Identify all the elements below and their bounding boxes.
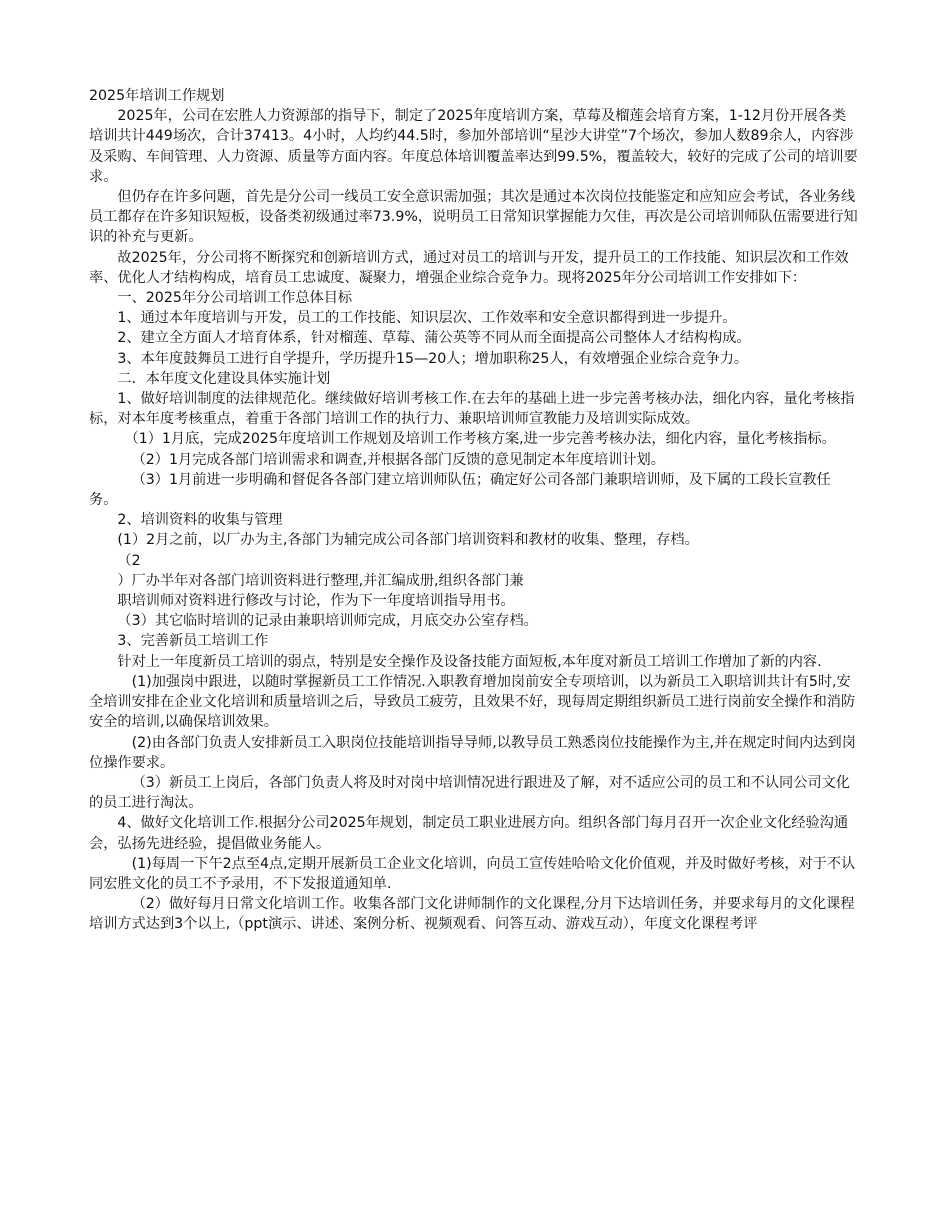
plan-item: 2、培训资料的收集与管理 — [117, 512, 283, 529]
plan-subitem: （3）1月前进一步明确和督促各各部门建立培训师队伍；确定好公司各部门兼职培训师，及下属的工段长宣教任务。 — [89, 471, 831, 509]
plan-subitem-fragment: （2 — [117, 552, 141, 569]
paragraph-plan-intro: 故2025年，分公司将不断探究和创新培训方式，通过对员工的培训与开发，提升员工的工作技能、知识层次和工作效率、优化人才结构构成，培育员工忠诚度、凝聚力，增强企业综合竞争力。现将2025年分公司培训工作安排如下： — [89, 249, 849, 286]
plan-subitem: (1)加强岗中跟进，以随时掌握新员工工作情况.入职教育增加岗前安全专项培训，以为新员工入职培训共计有5时,安全培训安排在企业文化培训和质量培训之后，导致员工疲劳，且效果不好，现每周定期组织新员工进行岗前安全操作和消防安全的培训,以确保培训效果。 — [89, 673, 856, 731]
section-heading-plan: 二．本年度文化建设具体实施计划 — [117, 370, 331, 387]
plan-subitem: (1)每周一下午2点至4点,定期开展新员工企业文化培训，向员工宣传娃哈哈文化价值观，并及时做好考核，对于不认同宏胜文化的员工不予录用，不下发报道通知单. — [89, 855, 856, 892]
section-heading-goals: 一、2025年分公司培训工作总体目标 — [117, 290, 353, 307]
paragraph-problems: 但仍存在许多问题，首先是分公司一线员工安全意识需加强；其次是通过本次岗位技能鉴定和应知应会考试，各业务线员工都存在许多知识短板，设备类初级通过率73.9%，说明员工日常知识掌握能力欠佳，再次是公司培训师队伍需要进行知识的补充与更新。 — [89, 189, 858, 246]
plan-subitem: （3）新员工上岗后，各部门负责人将及时对岗中培训情况进行跟进及了解，对不适应公司的员工和不认同公司文化的员工进行淘汰。 — [89, 774, 850, 812]
plan-subitem-fragment: 职培训师对资料进行修改与讨论，作为下一年度培训指导用书。 — [117, 593, 515, 610]
plan-subitem: (1）2月之前，以厂办为主,各部门为辅完成公司各部门培训资料和教材的收集、整理，存档。 — [117, 532, 699, 549]
plan-subitem: (2)由各部门负责人安排新员工入职岗位技能培训指导导师,以教导员工熟悉岗位技能操作为主,并在规定时间内达到岗位操作要求。 — [89, 734, 856, 771]
goal-item: 1、通过本年度培训与开发，员工的工作技能、知识层次、工作效率和安全意识都得到进一步提升。 — [117, 310, 737, 327]
plan-subitem-fragment: ）厂办半年对各部门培训资料进行整理,并汇编成册,组织各部门兼 — [117, 572, 524, 589]
goal-item: 3、本年度鼓舞员工进行自学提升，学历提升15—20人；增加职称25人，有效增强企业综合竞争力。 — [117, 350, 749, 367]
plan-subitem: （2）做好每月日常文化培训工作。收集各部门文化讲师制作的文化课程,分月下达培训任务，并要求每月的文化课程培训方式达到3个以上,（ppt演示、讲述、案例分析、视频观看、问答互动、游戏互动），年度文化课程考评 — [89, 896, 855, 933]
plan-subitem: （3）其它临时培训的记录由兼职培训师完成，月底交办公室存档。 — [117, 613, 538, 630]
plan-subitem: （1）1月底，完成2025年度培训工作规划及培训工作考核方案,进一步完善考核办法，细化内容，量化考核指标。 — [124, 431, 836, 448]
paragraph-summary: 2025年，公司在宏胜人力资源部的指导下，制定了2025年度培训方案，草莓及榴莲会培育方案，1-12月份开展各类培训共计449场次，合计37413。4小时，人均约44.5时，参加外部培训“星沙大讲堂”7个场次，参加人数89余人，内容涉及采购、车间管理、人力资源、质量等方面内容。年度总体培训覆盖率达到99.5%，覆盖较大，较好的完成了公司的培训要求。 — [89, 108, 858, 185]
goal-item: 2、建立全方面人才培育体系，针对榴莲、草莓、蒲公英等不同从而全面提高公司整体人才结构构成。 — [117, 330, 751, 347]
plan-item: 1、做好培训制度的法律规范化。继续做好培训考核工作.在去年的基础上进一步完善考核办法，细化内容，量化考核指标，对本年度考核重点，着重于各部门培训工作的执行力、兼职培训师宣教能力及培训实际成效。 — [89, 391, 855, 428]
document-page — [89, 86, 859, 935]
plan-item: 4、做好文化培训工作.根据分公司2025年规划，制定员工职业进展方向。组织各部门每月召开一次企业文化经验沟通会，弘扬先进经验，提倡做业务能人。 — [89, 815, 849, 852]
plan-paragraph: 针对上一年度新员工培训的弱点，特别是安全操作及设备技能方面短板,本年度对新员工培训工作增加了新的内容. — [117, 653, 822, 670]
plan-item: 3、完善新员工培训工作 — [117, 633, 269, 650]
plan-subitem: （2）1月完成各部门培训需求和调查,并根据各部门反馈的意见制定本年度培训计划。 — [131, 451, 665, 468]
document-title: 2025年培训工作规划 — [89, 88, 225, 104]
